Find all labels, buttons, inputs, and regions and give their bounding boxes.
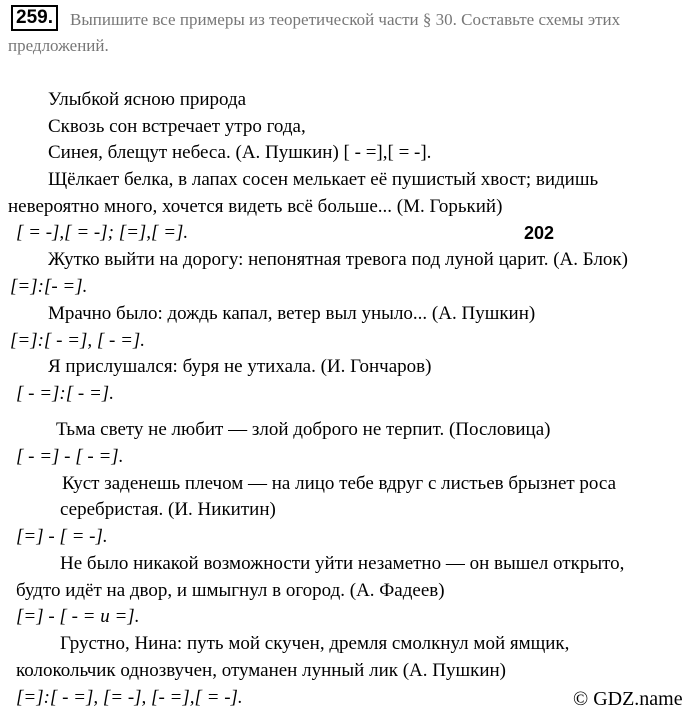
scheme: [=]:[ - =], [= -], [- =],[ = -]. (16, 687, 243, 708)
sentence-line: Жутко выйти на дорогу: непонятная тревога под луной царит. (А. Блок) (48, 249, 628, 270)
scheme: [ - =] - [ - =]. (16, 446, 124, 467)
page-number: 202 (524, 223, 555, 243)
sentence-line: колокольчик однозвучен, отуманен лунный лик (А. Пушкин) (16, 660, 507, 681)
sentence-line: Щёлкает белка, в лапах сосен мелькает её пушистый хвост; видишь (48, 169, 599, 190)
task-text: Выпишите все примеры из теоретической части § 30. Составьте схемы этих (70, 10, 621, 29)
sentence-line: Грустно, Нина: путь мой скучен, дремля смолкнул мой ямщик, (60, 633, 570, 654)
watermark: © GDZ.name (573, 688, 683, 710)
sentence-line: серебристая. (И. Никитин) (60, 499, 276, 520)
scheme: [=]:[ - =], [ - =]. (10, 330, 146, 351)
poem-line: Сквозь сон встречает утро года, (48, 116, 306, 137)
scheme: [=] - [ - = и =]. (16, 606, 140, 627)
sentence-line: Куст заденешь плечом — на лицо тебе вдруг с листьев брызнет роса (62, 473, 617, 494)
sentence-line: Не было никакой возможности уйти незаметно — он вышел открыто, (60, 553, 625, 574)
poem-line: Синея, блещут небеса. (А. Пушкин) [ - =],[ = -]. (48, 142, 432, 163)
sentence-line: Мрачно было: дождь капал, ветер выл уныло... (А. Пушкин) (48, 303, 536, 324)
sentence-line: будто идёт на двор, и шмыгнул в огород. (А. Фадеев) (16, 580, 445, 601)
scheme: [ = -],[ = -]; [=],[ =]. (16, 222, 189, 243)
sentence-line: Тьма свету не любит — злой доброго не терпит. (Пословица) (56, 419, 551, 440)
scheme: [=]:[- =]. (10, 276, 88, 297)
scheme: [ - =]:[ - =]. (16, 383, 114, 404)
task-text: предложений. (8, 36, 109, 55)
scheme: [=] - [ = -]. (16, 526, 108, 547)
poem-line: Улыбкой ясною природа (48, 89, 247, 110)
exercise-number: 259. (11, 5, 58, 31)
sentence-line: невероятно много, хочется видеть всё больше... (М. Горький) (8, 196, 503, 217)
sentence-line: Я прислушался: буря не утихала. (И. Гончаров) (48, 356, 432, 377)
